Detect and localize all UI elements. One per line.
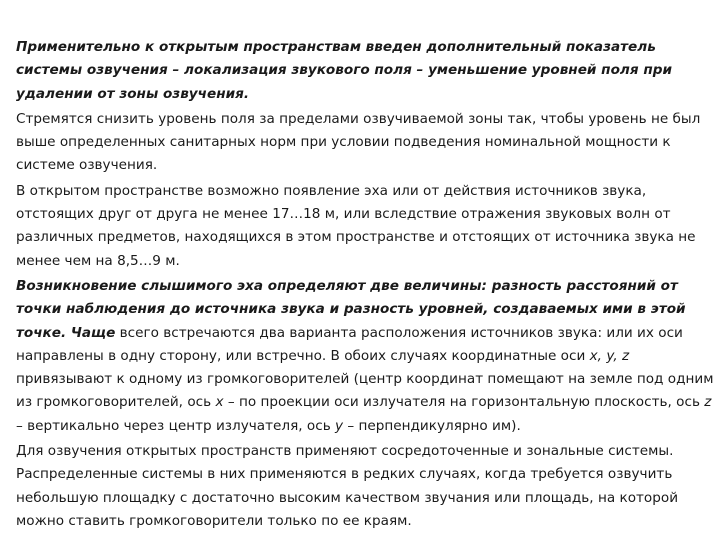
paragraph-field-level: Стремятся снизить уровень поля за пределами озвучиваемой зоны так, чтобы уровень не был выше определенных санитарных норм при условии подведения номинальной мощности к системе озвучения. [16,110,701,174]
axis-y-label: y [335,417,344,434]
body-text: привязывают к одному из громкоговорителей (центр координат помещают на земле под одним из громкоговорителей, ось [16,371,714,411]
paragraph-echo-open-space: В открытом пространстве возможно появление эха или от действия источников звука, отстоящих друг от друга не менее 17…18 м, или вследствие отражения звуковых волн от различных предметов, находящихся в этом пространстве и отстоящих от источника звука не менее чем на 8,5…9 м. [16,182,696,269]
document-body [16,36,716,535]
emphasis-text: Возникновение слышимого эха определяют две величины: разность расстояний от точки наблюдения до источника звука и разность уровней, создаваемых ими в этой точке. Чаще [16,277,686,341]
body-text: всего встречаются два варианта расположения источников звука: или их оси направлены в одну сторону, или встречно. В обоих случаях координатные оси [16,324,683,364]
axes-label: x, y, z [589,347,630,364]
paragraph-echo-values [16,275,716,438]
axis-z-label: z [704,394,712,411]
body-text: – вертикально через центр излучателя, ось [16,417,336,434]
body-text: – по проекции оси излучателя на горизонтальную плоскость, ось [223,394,705,411]
paragraph-localization [16,36,716,106]
axis-x-label: x [215,394,224,411]
emphasis-text: Применительно к открытым пространствам введен дополнительный показатель системы озвучения – локализация звукового поля – уменьшение уровней поля при удалении от зоны озвучения. [16,39,672,102]
paragraph-systems: Для озвучения открытых пространств применяют сосредоточенные и зональные системы. Распределенные системы в них применяются в редких случаях, когда требуется озвучить небольшую площадку с достаточно высоким качеством звучания или площадь, на которой можно ставить громкоговорители только по ее краям. [16,443,679,529]
body-text: – перпендикулярно им). [343,417,521,434]
